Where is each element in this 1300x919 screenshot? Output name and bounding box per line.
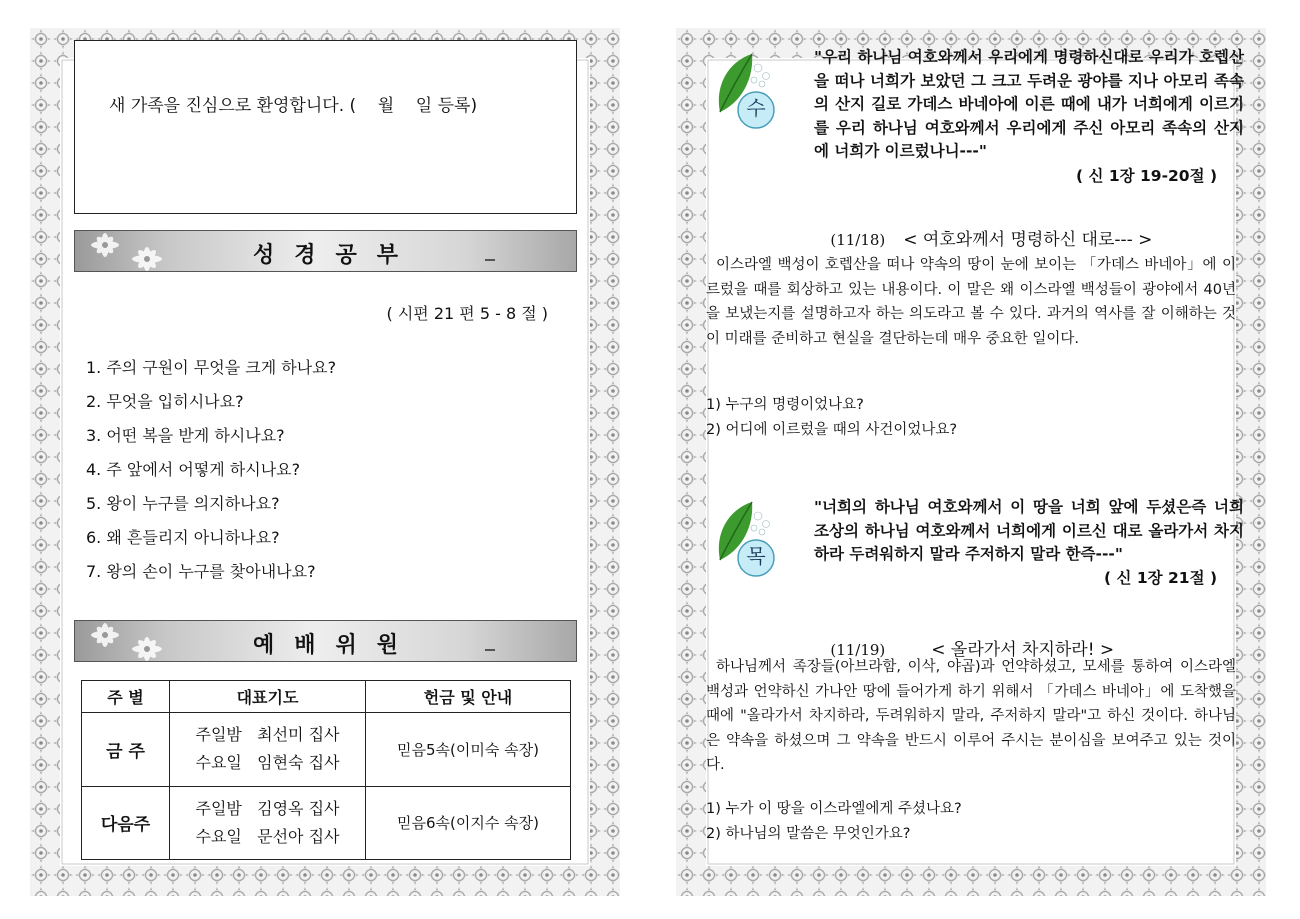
day-badge-text: 목 — [746, 544, 766, 568]
list-item: 3. 어떤 복을 받게 하시나요? — [86, 426, 285, 445]
welcome-text: 새 가족을 진심으로 환영합니다. ( 월 일 등록) — [109, 96, 478, 116]
prayer-cell — [170, 713, 366, 787]
list-item: 2) 하나님의 말씀은 무엇인가요? — [706, 826, 911, 842]
list-item: 7. 왕의 손이 누구를 찾아내나요? — [86, 562, 316, 581]
list-item: 1) 누가 이 땅을 이스라엘에게 주셨나요? — [706, 801, 962, 817]
list-item: 2) 어디에 이르렀을 때의 사건이었나요? — [706, 422, 958, 438]
prayer-line: 수요일 문선아 집사 — [195, 826, 340, 846]
list-item: 2. 무엇을 입히시나요? — [86, 392, 244, 411]
header-offering: 헌금 및 안내 — [366, 681, 571, 713]
commentary-paragraph: 하나님께서 족장들(아브라함, 이삭, 야곱)과 언약하셨고, 모세를 통하여 이스라엘 백성과 언약하신 가나안 땅에 들어가게 하기 위해서 「가데스 바네아」에 도착했을 때에 "올라가서 차지하라, 두려워하지 말라, 주저하지 말라"고 하신 것이다. 하나님은 약속을 하셨으며 그 약속을 반드시 이루어 주시는 분이심을 보여주고 있는 것이다. — [706, 659, 1236, 773]
list-item: 4. 주 앞에서 어떻게 하시나요? — [86, 460, 301, 479]
list-item: 1. 주의 구원이 무엇을 크게 하나요? — [86, 358, 337, 377]
banner-dash — [485, 649, 495, 651]
list-item: 5. 왕이 누구를 의지하나요? — [86, 494, 280, 513]
verse-reference: ( 신 1장 19-20절 ) — [1076, 167, 1218, 185]
bible-study-title: 성경공부 — [252, 243, 418, 268]
bible-study-reference: ( 시편 21 편 5 - 8 절 ) — [386, 304, 548, 323]
day-date: (11/19) — [830, 641, 886, 659]
welcome-box — [74, 40, 577, 214]
prayer-line: 주일밤 김영옥 집사 — [195, 798, 340, 818]
offering-cell: 믿음5속(이미숙 속장) — [366, 713, 571, 787]
table-row — [82, 786, 571, 860]
prayer-line: 수요일 임현숙 집사 — [195, 753, 340, 773]
week-cell: 다음주 — [82, 786, 170, 860]
day-badge-text: 수 — [746, 96, 766, 120]
question-list — [706, 394, 957, 444]
bible-study-banner — [74, 230, 577, 272]
table-header-row — [82, 681, 571, 713]
prayer-cell — [170, 786, 366, 860]
verse-reference: ( 신 1장 21절 ) — [1104, 569, 1218, 587]
day-heading: < 여호와께서 명령하신 대로--- > — [903, 230, 1153, 250]
list-item: 1) 누구의 명령이었나요? — [706, 397, 864, 413]
worship-committee-title: 예배위원 — [252, 633, 418, 658]
table-row — [82, 713, 571, 787]
question-list — [706, 798, 962, 848]
study-question-list — [86, 358, 336, 596]
prayer-line: 주일밤 최선미 집사 — [195, 725, 340, 745]
header-week: 주 별 — [82, 681, 170, 713]
verse-text: "너희의 하나님 여호와께서 이 땅을 너희 앞에 두셨은즉 너희 조상의 하나님 여호와께서 너희에게 이르신 대로 올라가서 차지하라 두려워하지 말라 주저하지 말라 한즉---" — [814, 498, 1244, 563]
left-page — [30, 28, 620, 896]
list-item: 6. 왜 흔들리지 아니하나요? — [86, 528, 280, 547]
right-page — [676, 28, 1266, 896]
offering-cell: 믿음6속(이지수 속장) — [366, 786, 571, 860]
header-prayer: 대표기도 — [170, 681, 366, 713]
commentary-paragraph: 이스라엘 백성이 호렙산을 떠나 약속의 땅이 눈에 보이는 「가데스 바네아」에 이르렀을 때를 회상하고 있는 내용이다. 이 말은 왜 이스라엘 백성들이 광야에서 40년을 보냈는지를 설명하고자 하는 의도라고 볼 수 있다. 과거의 역사를 잘 이해하는 것이 미래를 준비하고 현실을 결단하는데 매우 중요한 일이다. — [706, 257, 1236, 347]
worship-table — [81, 680, 571, 860]
week-cell: 금 주 — [82, 713, 170, 787]
day-date: (11/18) — [830, 231, 886, 249]
day-heading: < 올라가서 차지하라! > — [931, 640, 1115, 660]
verse-text: "우리 하나님 여호와께서 우리에게 명령하신대로 우리가 호렙산을 떠나 너희가 보았던 그 크고 두려운 광야를 지나 아모리 족속의 산지 길로 가데스 바네아에 이른 때에 내가 너희에게 이르기를 우리 하나님 여호와께서 우리에게 주신 아모리 족속의 산지에 너희가 이르렀나니---" — [814, 48, 1244, 160]
banner-dash — [485, 259, 495, 261]
worship-committee-banner — [74, 620, 577, 662]
